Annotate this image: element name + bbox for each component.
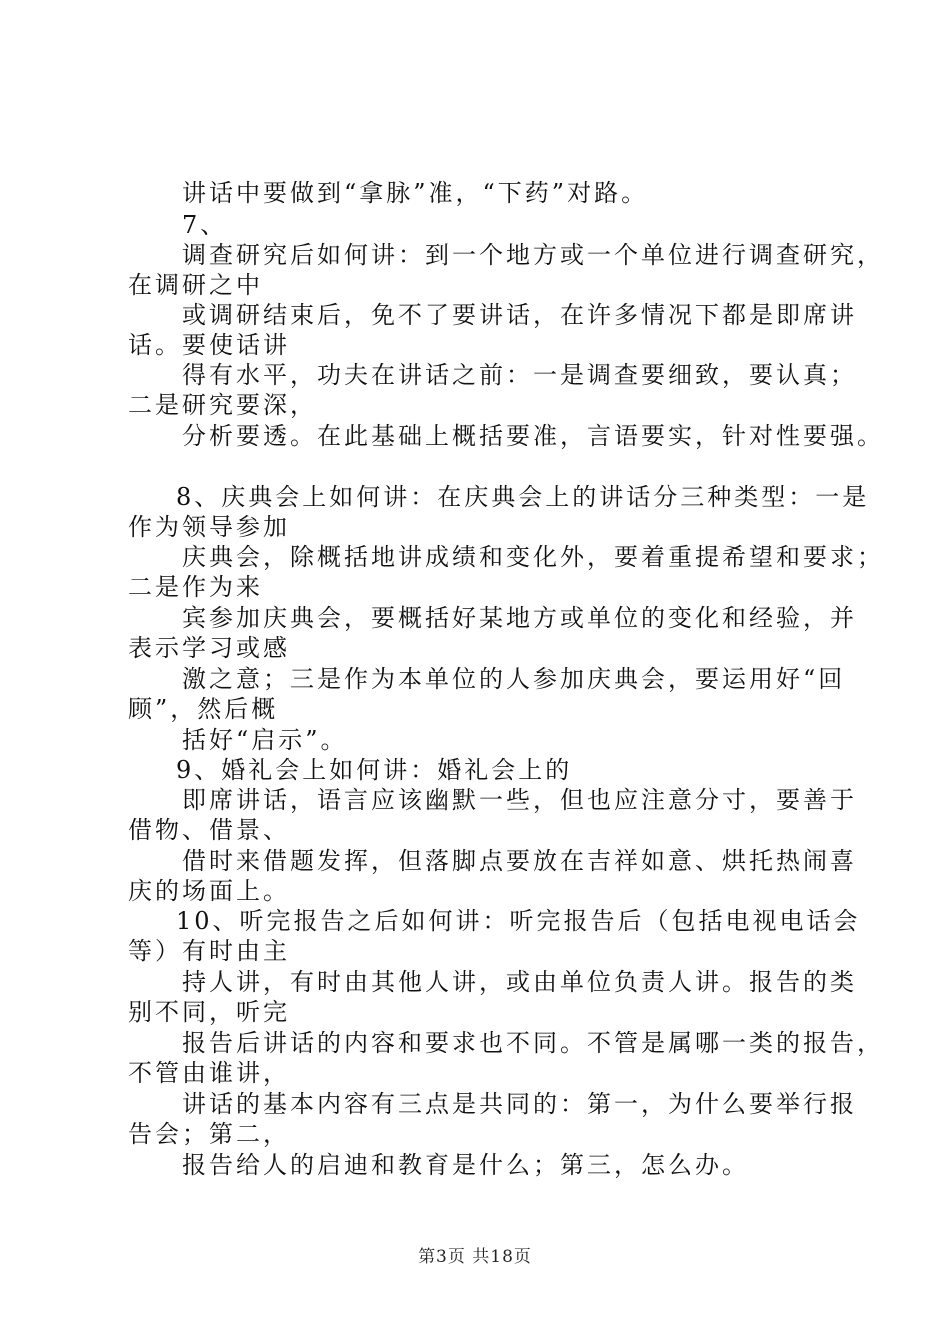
body-line: 二是研究要深， [128,391,317,419]
body-line: 借时来借题发挥，但落脚点要放在吉祥如意、烘托热闹喜 [182,847,857,875]
item-number: 7、 [182,211,228,239]
body-line: 庆典会，除概括地讲成绩和变化外，要着重提希望和要求； [182,543,884,571]
body-line: 调查研究后如何讲：到一个地方或一个单位进行调查研究， [182,241,884,269]
body-line: 表示学习或感 [128,634,290,662]
body-line: 在调研之中 [128,271,263,299]
body-line: 分析要透。在此基础上概括要准，言语要实，针对性要强。 [182,422,884,450]
page-number-footer: 第3页 共18页 [418,1247,532,1267]
body-line: 话。要使话讲 [128,331,290,359]
body-line: 作为领导参加 [128,513,290,541]
body-line: 即席讲话，语言应该幽默一些，但也应注意分寸，要善于 [182,786,857,814]
body-line: 不管由谁讲， [128,1059,290,1087]
body-line: 报告后讲话的内容和要求也不同。不管是属哪一类的报告， [182,1029,884,1057]
body-line: 激之意；三是作为本单位的人参加庆典会，要运用好“回 [182,665,846,693]
body-line: 9、婚礼会上如何讲：婚礼会上的 [176,756,573,784]
body-line: 二是作为来 [128,573,263,601]
body-line: 借物、借景、 [128,816,290,844]
body-line: 宾参加庆典会，要概括好某地方或单位的变化和经验，并 [182,604,857,632]
body-line: 报告给人的启迪和教育是什么；第三，怎么办。 [182,1151,749,1179]
body-line: 庆的场面上。 [128,877,290,905]
body-line: 讲话的基本内容有三点是共同的：第一，为什么要举行报 [182,1090,857,1118]
body-line: 10、听完报告之后如何讲：听完报告后（包括电视电话会 [176,907,861,935]
body-line: 顾”，然后概 [128,695,279,723]
body-line: 等）有时由主 [128,937,290,965]
body-line: 讲话中要做到“拿脉”准，“下药”对路。 [182,179,649,207]
body-line: 得有水平，功夫在讲话之前：一是调查要细致，要认真； [182,361,857,389]
body-line: 或调研结束后，免不了要讲话，在许多情况下都是即席讲 [182,301,857,329]
body-line: 8、庆典会上如何讲：在庆典会上的讲话分三种类型：一是 [176,483,870,511]
body-line: 括好“启示”。 [182,726,348,754]
body-line: 别不同，听完 [128,998,290,1026]
body-line: 告会；第二， [128,1120,290,1148]
body-line: 持人讲，有时由其他人讲，或由单位负责人讲。报告的类 [182,968,857,996]
